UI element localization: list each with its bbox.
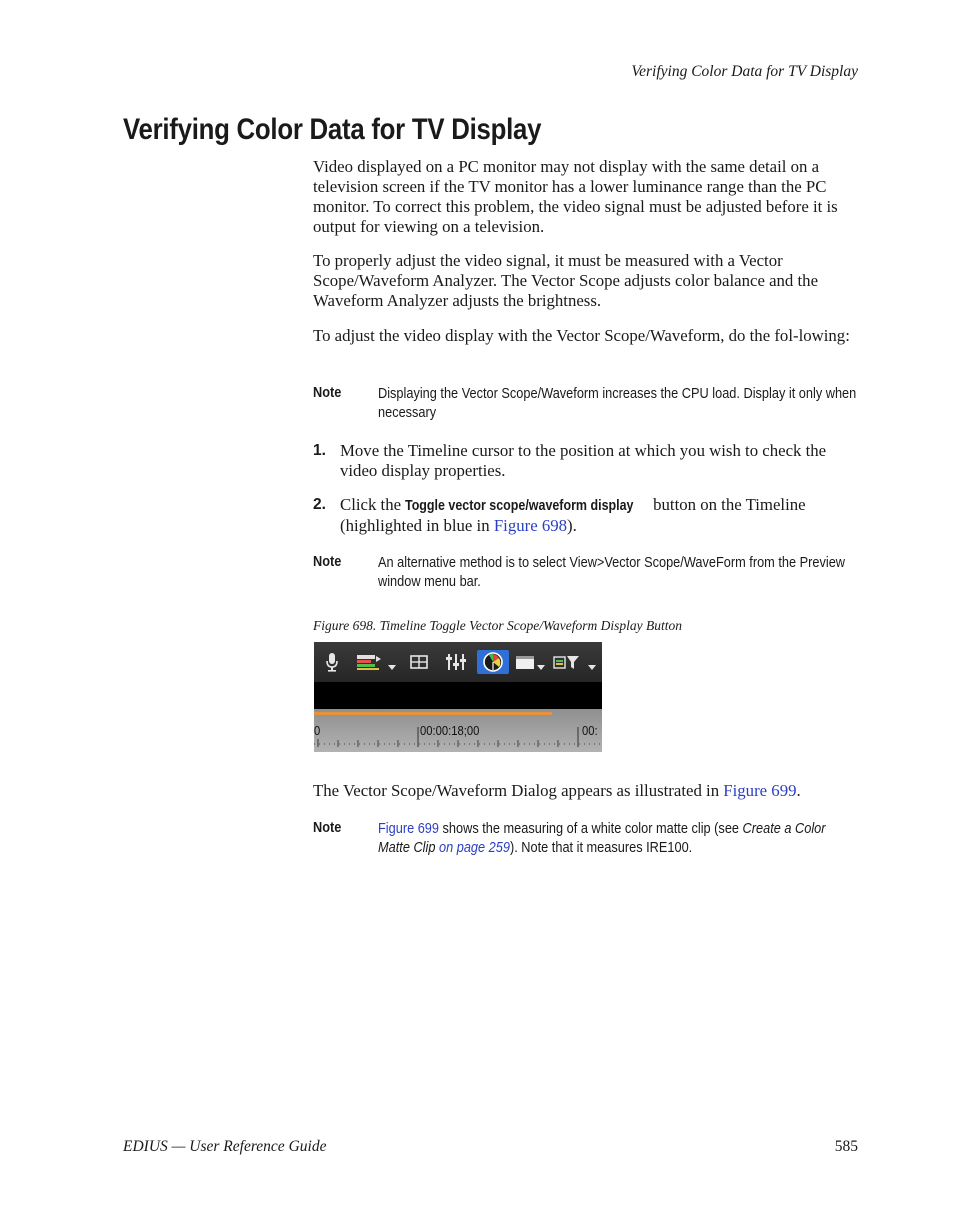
intro-paragraph: Video displayed on a PC monitor may not display with the same detail on a television screen if the TV monitor has a lower luminance range than the PC monitor. To correct this problem, the video signal must be adjusted before it is output for viewing on a television. (313, 157, 838, 236)
note-label: Note (313, 820, 342, 836)
vector-scope-icon[interactable] (477, 650, 509, 674)
note-alternative-method (313, 554, 858, 594)
microphone-icon[interactable] (320, 650, 344, 674)
timecode-label: 00:00:18;00 (420, 724, 480, 738)
timeline-track-area (314, 682, 602, 709)
figure-699-link[interactable]: Figure 699 (723, 781, 797, 800)
note-label: Note (313, 385, 342, 401)
page-number: 585 (834, 1138, 858, 1155)
ui-term-toggle-vector-scope: Toggle vector scope/waveform display (405, 498, 634, 514)
step-number: 1. (313, 442, 326, 459)
note-text: Displaying the Vector Scope/Waveform increases the CPU load. Display it only when necessary (378, 386, 857, 421)
note-measurement (313, 820, 858, 860)
step-text: Move the Timeline cursor to the position at which you wish to check the video display properties. (340, 441, 827, 480)
running-header: Verifying Color Data for TV Display (631, 63, 858, 80)
figure-698-link[interactable]: Figure 698 (493, 516, 568, 535)
note-label: Note (313, 554, 342, 570)
filter-icon[interactable] (552, 650, 582, 674)
note-cpu-load (313, 385, 858, 425)
method-paragraph: To properly adjust the video signal, it must be measured with a Vector Scope/Waveform Analyzer. The Vector Scope adjusts color balance and the Waveform Analyzer adjusts the brightness. (313, 251, 819, 310)
figure-699-note-link[interactable]: Figure 699 (378, 821, 440, 837)
cross-reference-title: Create a Color Matte Clip (378, 821, 826, 856)
dropdown-icon[interactable] (535, 650, 547, 674)
dropdown-icon[interactable] (386, 650, 398, 674)
timeline-toolbar-screenshot (314, 642, 602, 752)
grid-icon[interactable] (407, 650, 431, 674)
page-259-link[interactable]: on page 259 (438, 839, 510, 856)
step-1 (313, 441, 858, 485)
step-text: Click the Toggle vector scope/waveform display button on the Timeline (highlighted in blue in Figure 698). (340, 495, 806, 535)
timecode-label-right: 00: (582, 724, 598, 738)
footer-guide-title: EDIUS — User Reference Guide (123, 1138, 327, 1155)
note-text: Figure 699 shows the measuring of a white color matte clip (see Create a Color Matte Clip on page 259). Note that it measures IRE100. (378, 821, 826, 856)
dropdown-icon[interactable] (586, 650, 598, 674)
procedure-intro-paragraph: To adjust the video display with the Vector Scope/Waveform, do the fol-lowing: (313, 326, 850, 345)
mixer-icon[interactable] (444, 650, 468, 674)
step-2 (313, 495, 858, 539)
page-title: Verifying Color Data for TV Display (123, 113, 542, 146)
note-text: An alternative method is to select View>Vector Scope/WaveForm from the Preview window menu bar. (378, 555, 846, 590)
timeline-cue-bar (314, 712, 552, 715)
window-icon[interactable] (513, 650, 537, 674)
toolbar-strip (314, 642, 602, 682)
track-display-icon[interactable] (354, 650, 384, 674)
figure-caption: Figure 698. Timeline Toggle Vector Scope/Waveform Display Button (313, 618, 682, 633)
dialog-reference-paragraph: The Vector Scope/Waveform Dialog appears as illustrated in Figure 699. (313, 781, 801, 800)
step-number: 2. (313, 496, 326, 513)
timecode-label-left: 0 (314, 724, 321, 738)
